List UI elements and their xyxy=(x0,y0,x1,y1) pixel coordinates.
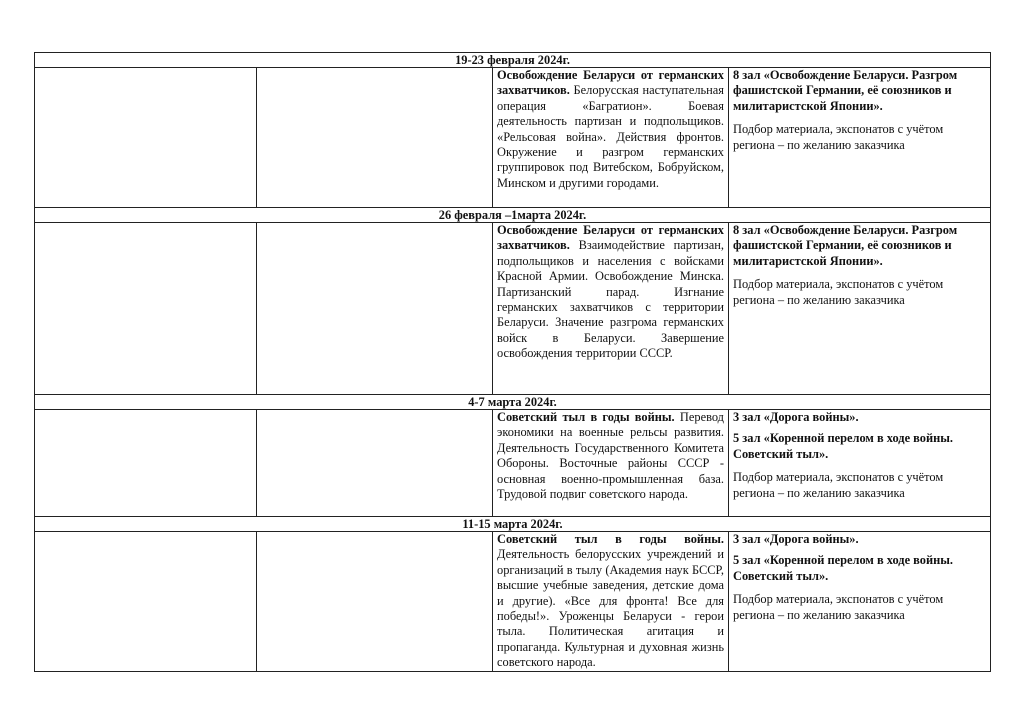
empty-cell xyxy=(257,410,493,517)
halls-cell xyxy=(729,68,991,208)
topic-cell xyxy=(493,223,729,395)
topic-text: Деятельность белорусских учреждений и организаций в тылу (Академия наук БССР, высшие учебные заведения, детские дома и другие). «Все для фронта! Все для победы!». Уроженцы Беларуси - герои тыла. Политическая агитация и пропаганда. Культурная и духовная жизнь советского народа. xyxy=(497,547,724,670)
week-content-row xyxy=(35,410,991,517)
week-date: 19-23 февраля 2024г. xyxy=(35,53,991,68)
hall-title: 8 зал «Освобождение Беларуси. Разгром фашистской Германии, её союзников и милитаристской Японии». xyxy=(733,223,958,268)
topic-text: Взаимодействие партизан, подпольщиков и населения с войсками Красной Армии. Освобождение Минска. Партизанский парад. Изгнание германских захватчиков с территории Беларуси. Значение разгрома германских войск в Беларуси. Завершение освобождения территории СССР. xyxy=(497,238,724,361)
topic-title: Советский тыл в годы войны. xyxy=(497,410,675,424)
week-date: 11-15 марта 2024г. xyxy=(35,517,991,532)
hall-title: 5 зал «Коренной перелом в ходе войны. Советский тыл». xyxy=(733,431,954,461)
topic-text: Белорусская наступательная операция «Багратион». Боевая деятельность партизан и подпольщиков. «Рельсовая война». Действия фронтов. Окружение и разгром германских группировок под Витебском, Бобруйском, Минском и другими городами. xyxy=(497,83,724,190)
week-content-row xyxy=(35,532,991,672)
week-content-row xyxy=(35,223,991,395)
hall-title: 5 зал «Коренной перелом в ходе войны. Советский тыл». xyxy=(733,553,954,583)
week-date: 26 февраля –1марта 2024г. xyxy=(35,208,991,223)
week-date-row xyxy=(35,208,991,223)
halls-cell xyxy=(729,410,991,517)
topic-cell xyxy=(493,410,729,517)
week-date-row xyxy=(35,395,991,410)
topic-text: Перевод экономики на военные рельсы развития. Деятельность Государственного Комитета Обороны. Восточные районы СССР - основная военно-промышленная база. Трудовой подвиг советского народа. xyxy=(497,410,724,502)
topic-title: Освобождение Беларуси от германских захватчиков. xyxy=(497,68,724,98)
note-text: Подбор материала, экспонатов с учётом региона – по желанию заказчика xyxy=(733,592,944,622)
week-date-row xyxy=(35,517,991,532)
empty-cell xyxy=(35,532,257,672)
hall-title: 3 зал «Дорога войны». xyxy=(733,410,859,424)
halls-cell xyxy=(729,532,991,672)
note-text: Подбор материала, экспонатов с учётом региона – по желанию заказчика xyxy=(733,122,944,152)
empty-cell xyxy=(257,532,493,672)
empty-cell xyxy=(257,223,493,395)
hall-title: 8 зал «Освобождение Беларуси. Разгром фашистской Германии, её союзников и милитаристской Японии». xyxy=(733,68,958,113)
topic-cell xyxy=(493,68,729,208)
topic-title: Советский тыл в годы войны. xyxy=(497,532,724,546)
topic-cell xyxy=(493,532,729,672)
week-date: 4-7 марта 2024г. xyxy=(35,395,991,410)
empty-cell xyxy=(35,68,257,208)
empty-cell xyxy=(35,410,257,517)
week-content-row xyxy=(35,68,991,208)
week-date-row xyxy=(35,53,991,68)
hall-title: 3 зал «Дорога войны». xyxy=(733,532,859,546)
note-text: Подбор материала, экспонатов с учётом региона – по желанию заказчика xyxy=(733,277,944,307)
empty-cell xyxy=(35,223,257,395)
halls-cell xyxy=(729,223,991,395)
topic-title: Освобождение Беларуси от германских захватчиков. xyxy=(497,223,724,253)
empty-cell xyxy=(257,68,493,208)
note-text: Подбор материала, экспонатов с учётом региона – по желанию заказчика xyxy=(733,470,944,500)
schedule-table xyxy=(34,52,991,672)
